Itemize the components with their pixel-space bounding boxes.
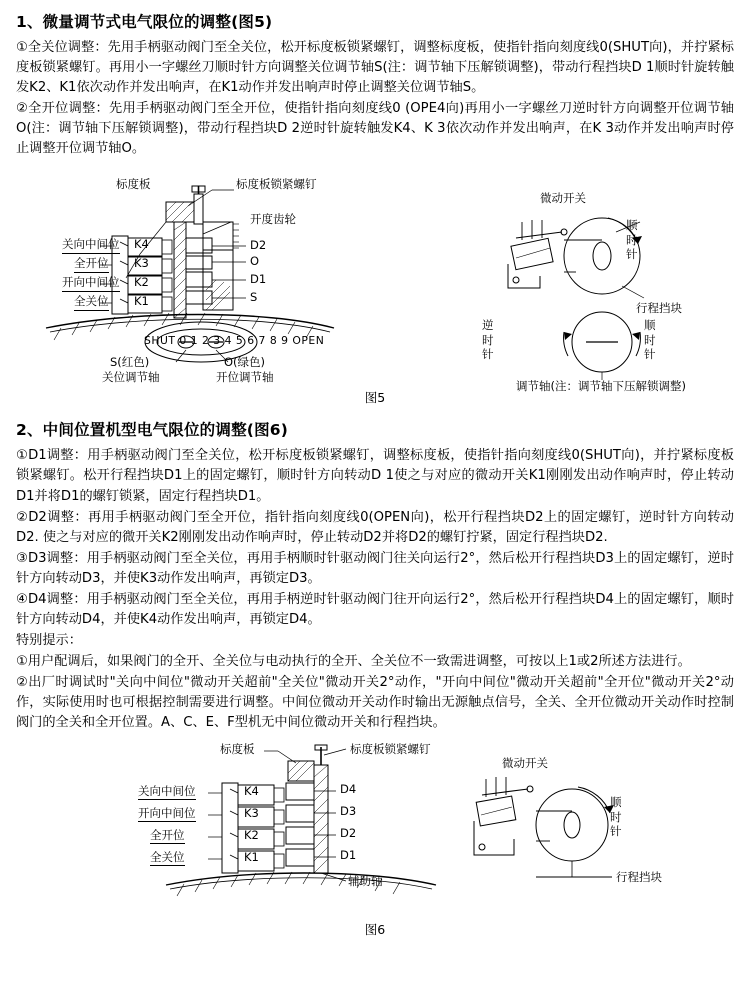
- fig5-label-open-mid: 开向中间位: [62, 276, 120, 291]
- fig5-label-micro-switch: 微动开关: [540, 191, 586, 206]
- figure-6-caption: 图6: [364, 922, 386, 938]
- fig5-label-full-close: 全关位: [74, 295, 109, 310]
- fig6-label-full-open: 全开位: [150, 829, 185, 844]
- fig6-label-micro-switch: 微动开关: [502, 756, 548, 771]
- fig5-label-scale-plate: 标度板: [116, 177, 151, 192]
- fig6-label-d3: D3: [340, 804, 357, 819]
- fig6-label-scale-screw: 标度板锁紧螺钉: [350, 742, 431, 757]
- fig5-label-o: O: [250, 254, 260, 269]
- figure-6: [16, 743, 734, 918]
- fig5-label-scale-screw: 标度板锁紧螺钉: [236, 177, 317, 192]
- fig6-label-d1: D1: [340, 848, 357, 863]
- fig6-label-d4: D4: [340, 782, 357, 797]
- document-content: [16, 10, 734, 938]
- fig6-label-k2: K2: [244, 828, 259, 843]
- section-2-note-1: ①用户配调后，如果阀门的全开、全关位与电动执行的全开、全关位不一致需进调整，可按以上1或2所述方法进行。: [16, 654, 691, 669]
- fig5-dial-ticks: SHUT 0 1 2 3 4 5 6 7 8 9 OPEN: [144, 334, 325, 348]
- fig5-label-gear: 开度齿轮: [250, 212, 296, 227]
- fig5-label-close-mid: 关向中间位: [62, 238, 120, 253]
- fig5-label-o-green: O(绿色): [224, 355, 266, 370]
- fig5-label-stop-block: 行程挡块: [636, 301, 682, 316]
- fig5-label-k3: K3: [134, 256, 149, 271]
- fig5-label-k4: K4: [134, 237, 149, 252]
- fig5-label-d2: D2: [250, 238, 267, 253]
- fig5-label-s-axis: 关位调节轴: [102, 370, 160, 385]
- section-2-paragraph-4: ④D4调整：用手柄驱动阀门至全关位，再用手柄逆时针驱动阀门往开向运行2°，然后松开行程挡块D4上的固定螺钉，顺时针方向转动D4，并使K4动作发出响声，再锁定D4。: [16, 591, 734, 627]
- fig5-label-s-red: S(红色): [110, 355, 150, 370]
- fig5-label-s: S: [250, 290, 258, 305]
- fig5-label-o-axis: 开位调节轴: [216, 370, 274, 385]
- fig5-label-k2: K2: [134, 275, 149, 290]
- fig6-label-close-mid: 关向中间位: [138, 785, 196, 800]
- figure-5: [16, 160, 734, 392]
- fig5-label-cw2: 顺时针: [644, 318, 656, 362]
- fig6-label-k3: K3: [244, 806, 259, 821]
- section-1-paragraph-2: ②全开位调整：先用手柄驱动阀门至全开位，使指针指向刻度线0 (OPE4向)再用小一字螺丝刀逆时针方向调整开位调节轴O(注：调节轴下压解锁调整)，带动行程挡块D 2逆时针旋转触发K4、K 3依次动作并发出响声，在K 3动作并发出响声时停止调整开位调节轴O。: [16, 101, 734, 157]
- fig5-label-full-open: 全开位: [74, 257, 109, 272]
- fig5-label-k1: K1: [134, 294, 149, 309]
- section-1-title: 1、微量调节式电气限位的调整(图5): [16, 13, 273, 31]
- fig5-label-clockwise: 顺时针: [626, 218, 638, 262]
- fig6-label-d2: D2: [340, 826, 357, 841]
- fig6-label-stop-block: 行程挡块: [616, 870, 662, 885]
- section-2-title: 2、中间位置机型电气限位的调整(图6): [16, 421, 289, 440]
- section-1-paragraph-1: ①全关位调整：先用手柄驱动阀门至全关位，松开标度板锁紧螺钉，调整标度板，使指针指向刻度线0(SHUT向)，并拧紧标度板锁紧螺钉。再用小一字螺丝刀顺时针方向调整关位调节轴S(注：调节轴下压解锁调整)，带动行程挡块D 1顺时针旋转触发K2、K1依次动作并发出响声，在K1动作并发出响声时停止调整关位调节轴S。: [16, 40, 734, 96]
- section-2-paragraph-1: ①D1调整：用手柄驱动阀门至全关位，松开标度板锁紧螺钉，调整标度板，使指针指向刻度线0(SHUT向)，并拧紧标度板锁紧螺钉。松开行程挡块D1上的固定螺钉，顺时针方向转动D 1使之与对应的微动开关K1刚刚发出动作响声时，停止转动D1并将D1的螺钉锁紧，固定行程挡块D1。: [16, 448, 734, 504]
- fig5-label-d1: D1: [250, 272, 267, 287]
- fig5-label-ccw: 逆时针: [482, 318, 494, 362]
- section-2-note-heading: 特别提示：: [16, 632, 82, 648]
- fig6-label-clockwise: 顺时针: [610, 795, 622, 838]
- fig6-label-open-mid: 开向中间位: [138, 807, 196, 822]
- fig6-label-scale-plate: 标度板: [220, 742, 255, 757]
- fig6-label-aux-axis: 辅助轴: [348, 874, 383, 889]
- fig5-label-adjust-note: 调节轴(注：调节轴下压解锁调整): [516, 379, 686, 394]
- section-2-paragraph-3: ③D3调整：用手柄驱动阀门至全关位，再用手柄顺时针驱动阀门往关向运行2°，然后松开行程挡块D3上的固定螺钉，逆时针方向转动D3，并使K3动作发出响声，再锁定D3。: [16, 550, 734, 586]
- section-2-note-2: ②出厂时调试时"关向中间位"微动开关超前"全关位"微动开关2°动作，"开向中间位"微动开关超前"全开位"微动开关2°动作，实际使用时也可根据控制需要进行调整。中间位微动开关动作时输出无源触点信号，全关、全开位微动开关动作时控制阀门的全关和全开位置。A、C、E、F型机无中间位微动开关和行程挡块。: [16, 675, 734, 731]
- fig6-label-k1: K1: [244, 850, 259, 865]
- section-2-paragraph-2: ②D2调整：再用手柄驱动阀门至全开位，指针指向刻度线0(OPEN向)，松开行程挡块D2上的固定螺钉，逆时针方向转动D2. 使之与对应的微开关K2刚刚发出动作响声时，停止转动D2并将D2的螺钉拧紧，固定行程挡块D2.: [16, 509, 734, 545]
- fig6-label-k4: K4: [244, 784, 259, 799]
- figure-5-caption: 图5: [364, 390, 386, 406]
- fig6-label-full-close: 全关位: [150, 851, 185, 866]
